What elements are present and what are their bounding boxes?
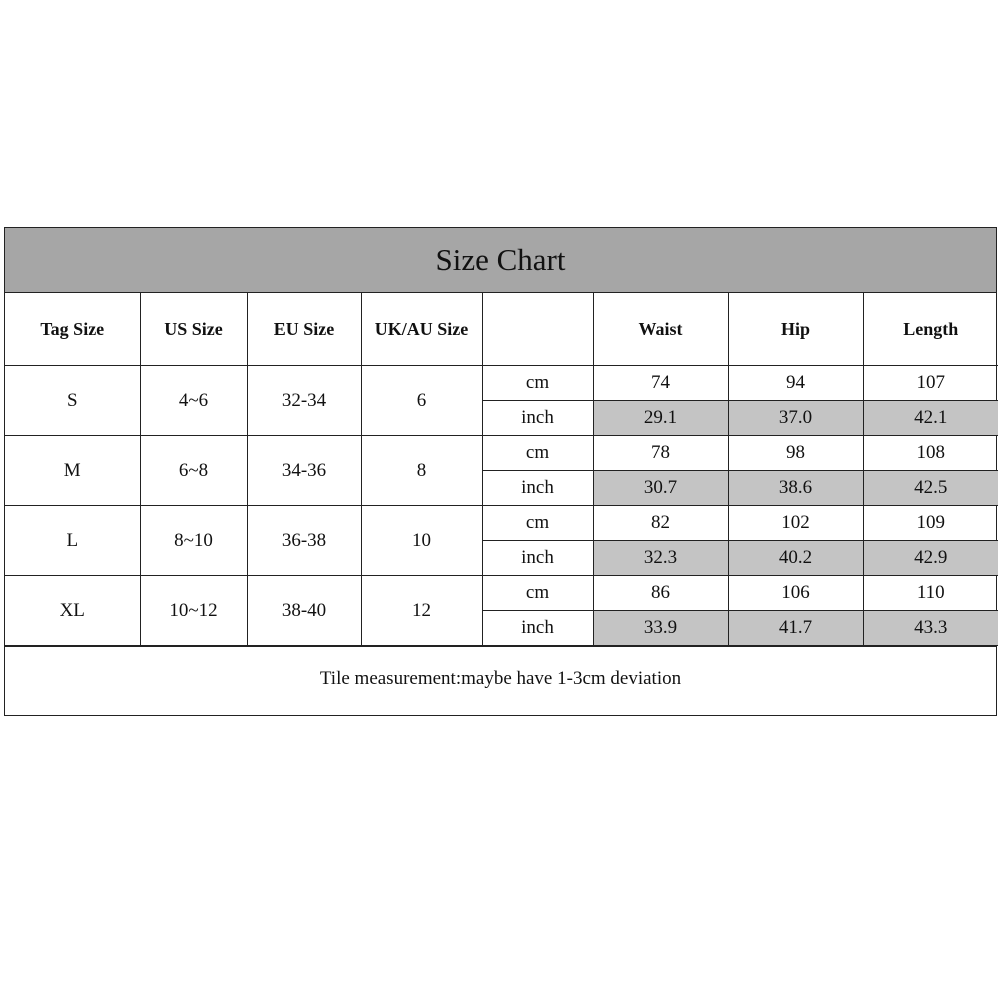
header-row — [5, 293, 998, 366]
waist-cell: 33.9 — [593, 611, 728, 646]
hip-cell: 106 — [728, 576, 863, 611]
size-table — [5, 293, 998, 646]
waist-cell: 86 — [593, 576, 728, 611]
waist-cell: 30.7 — [593, 471, 728, 506]
ukau-size-cell: 8 — [361, 436, 482, 506]
unit-cell: cm — [482, 506, 593, 541]
tag-size-cell: L — [5, 506, 140, 576]
header-tag-size: Tag Size — [5, 293, 140, 366]
ukau-size-cell: 10 — [361, 506, 482, 576]
length-cell: 108 — [863, 436, 998, 471]
ukau-size-cell: 6 — [361, 366, 482, 436]
tag-size-cell: XL — [5, 576, 140, 646]
length-cell: 107 — [863, 366, 998, 401]
ukau-size-cell: 12 — [361, 576, 482, 646]
waist-cell: 29.1 — [593, 401, 728, 436]
eu-size-cell: 38-40 — [247, 576, 361, 646]
header-hip: Hip — [728, 293, 863, 366]
hip-cell: 41.7 — [728, 611, 863, 646]
header-waist: Waist — [593, 293, 728, 366]
header-ukau-size: UK/AU Size — [361, 293, 482, 366]
us-size-cell: 8~10 — [140, 506, 247, 576]
unit-cell: cm — [482, 436, 593, 471]
header-unit — [482, 293, 593, 366]
eu-size-cell: 34-36 — [247, 436, 361, 506]
unit-cell: cm — [482, 366, 593, 401]
unit-cell: inch — [482, 541, 593, 576]
length-cell: 43.3 — [863, 611, 998, 646]
table-row — [5, 436, 998, 471]
unit-cell: inch — [482, 471, 593, 506]
unit-cell: inch — [482, 401, 593, 436]
waist-cell: 74 — [593, 366, 728, 401]
waist-cell: 78 — [593, 436, 728, 471]
waist-cell: 32.3 — [593, 541, 728, 576]
hip-cell: 40.2 — [728, 541, 863, 576]
length-cell: 42.5 — [863, 471, 998, 506]
hip-cell: 94 — [728, 366, 863, 401]
header-length: Length — [863, 293, 998, 366]
tag-size-cell: M — [5, 436, 140, 506]
us-size-cell: 10~12 — [140, 576, 247, 646]
chart-title: Size Chart — [5, 228, 996, 293]
length-cell: 42.1 — [863, 401, 998, 436]
header-eu-size: EU Size — [247, 293, 361, 366]
size-chart — [4, 227, 997, 716]
length-cell: 109 — [863, 506, 998, 541]
waist-cell: 82 — [593, 506, 728, 541]
hip-cell: 98 — [728, 436, 863, 471]
table-row — [5, 576, 998, 611]
us-size-cell: 4~6 — [140, 366, 247, 436]
hip-cell: 102 — [728, 506, 863, 541]
unit-cell: cm — [482, 576, 593, 611]
unit-cell: inch — [482, 611, 593, 646]
eu-size-cell: 36-38 — [247, 506, 361, 576]
hip-cell: 38.6 — [728, 471, 863, 506]
table-row — [5, 506, 998, 541]
table-row — [5, 366, 998, 401]
header-us-size: US Size — [140, 293, 247, 366]
measurement-note: Tile measurement:maybe have 1-3cm deviation — [5, 646, 996, 710]
us-size-cell: 6~8 — [140, 436, 247, 506]
length-cell: 110 — [863, 576, 998, 611]
length-cell: 42.9 — [863, 541, 998, 576]
hip-cell: 37.0 — [728, 401, 863, 436]
eu-size-cell: 32-34 — [247, 366, 361, 436]
tag-size-cell: S — [5, 366, 140, 436]
